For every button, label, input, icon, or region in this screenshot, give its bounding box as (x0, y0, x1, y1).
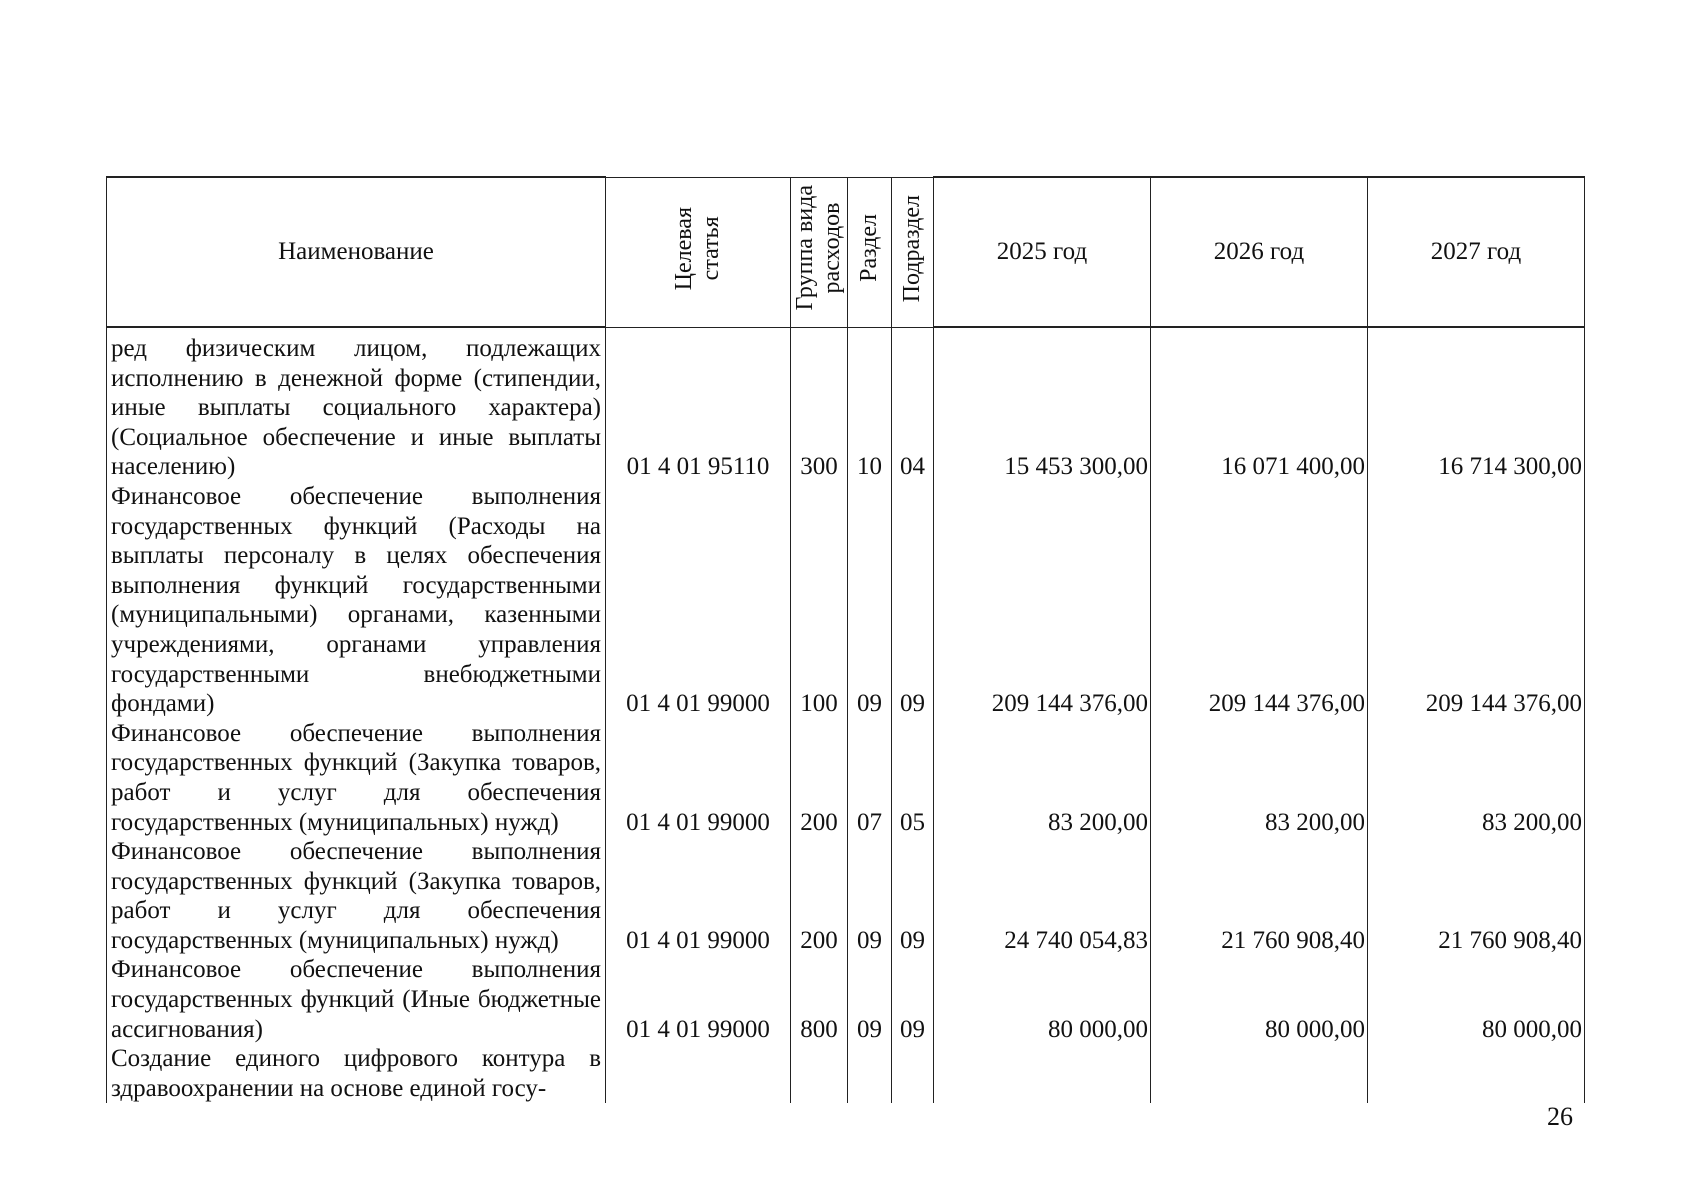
header-name: Наименование (107, 177, 606, 327)
row-name: Финансовое обеспечение выполнения государственных функций (Расходы на выплаты персоналу в целях обеспечения выполнения функций государственными (муниципальными) органами, казенными учреждениями, органами управления государственными внебюджетными фондами) (107, 482, 606, 719)
table-row (107, 955, 1585, 1044)
table-row (107, 719, 1585, 837)
row-section: 10 (848, 327, 892, 482)
row-target-article: 01 4 01 99000 (606, 482, 791, 719)
row-amount-2025: 24 740 054,83 (934, 837, 1151, 955)
header-year-2027: 2027 год (1368, 177, 1585, 327)
header-year-2026: 2026 год (1151, 177, 1368, 327)
header-expense-group: Группа вида расходов (791, 177, 848, 327)
row-expense-group: 300 (791, 327, 848, 482)
row-amount-2025: 80 000,00 (934, 955, 1151, 1044)
row-amount-2027: 83 200,00 (1368, 719, 1585, 837)
row-amount-2026: 21 760 908,40 (1151, 837, 1368, 955)
row-target-article: 01 4 01 99000 (606, 719, 791, 837)
row-amount-2025: 15 453 300,00 (934, 327, 1151, 482)
row-amount-2025 (934, 1044, 1151, 1103)
row-subsection: 09 (892, 482, 934, 719)
row-section: 07 (848, 719, 892, 837)
row-expense-group: 100 (791, 482, 848, 719)
row-subsection (892, 1044, 934, 1103)
row-subsection: 05 (892, 719, 934, 837)
row-amount-2026 (1151, 1044, 1368, 1103)
row-amount-2025: 83 200,00 (934, 719, 1151, 837)
row-name: Финансовое обеспечение выполнения государственных функций (Закупка товаров, работ и услуг для обеспечения государственных (муниципальных) нужд) (107, 837, 606, 955)
row-name: Финансовое обеспечение выполнения государственных функций (Закупка товаров, работ и услуг для обеспечения государственных (муниципальных) нужд) (107, 719, 606, 837)
header-row (107, 177, 1585, 327)
row-amount-2027: 16 714 300,00 (1368, 327, 1585, 482)
row-target-article: 01 4 01 95110 (606, 327, 791, 482)
row-target-article: 01 4 01 99000 (606, 955, 791, 1044)
page-number: 26 (1547, 1102, 1573, 1131)
row-subsection: 04 (892, 327, 934, 482)
header-section: Раздел (848, 177, 892, 327)
row-subsection: 09 (892, 955, 934, 1044)
header-subsection: Подраздел (892, 177, 934, 327)
row-amount-2027: 80 000,00 (1368, 955, 1585, 1044)
row-expense-group: 200 (791, 837, 848, 955)
header-target-article: Целевая статья (606, 177, 791, 327)
header-year-2025: 2025 год (934, 177, 1151, 327)
row-section: 09 (848, 955, 892, 1044)
table-row (107, 1044, 1585, 1103)
row-name: Создание единого цифрового контура в здравоохранении на основе единой госу- (107, 1044, 606, 1103)
row-section: 09 (848, 482, 892, 719)
table-row (107, 837, 1585, 955)
row-subsection: 09 (892, 837, 934, 955)
row-section: 09 (848, 837, 892, 955)
table-row (107, 327, 1585, 482)
row-amount-2026: 209 144 376,00 (1151, 482, 1368, 719)
row-target-article: 01 4 01 99000 (606, 837, 791, 955)
row-amount-2026: 83 200,00 (1151, 719, 1368, 837)
row-amount-2025: 209 144 376,00 (934, 482, 1151, 719)
row-name: Финансовое обеспечение выполнения государственных функций (Иные бюджетные ассигнования) (107, 955, 606, 1044)
row-amount-2026: 16 071 400,00 (1151, 327, 1368, 482)
budget-table (106, 176, 1585, 1103)
row-amount-2027 (1368, 1044, 1585, 1103)
row-name: ред физическим лицом, подлежащих исполнению в денежной форме (стипендии, иные выплаты социального характера) (Социальное обеспечение и иные выплаты населению) (107, 327, 606, 482)
row-amount-2027: 209 144 376,00 (1368, 482, 1585, 719)
row-expense-group: 800 (791, 955, 848, 1044)
row-amount-2027: 21 760 908,40 (1368, 837, 1585, 955)
row-target-article (606, 1044, 791, 1103)
row-section (848, 1044, 892, 1103)
row-amount-2026: 80 000,00 (1151, 955, 1368, 1044)
row-expense-group: 200 (791, 719, 848, 837)
row-expense-group (791, 1044, 848, 1103)
table-row (107, 482, 1585, 719)
